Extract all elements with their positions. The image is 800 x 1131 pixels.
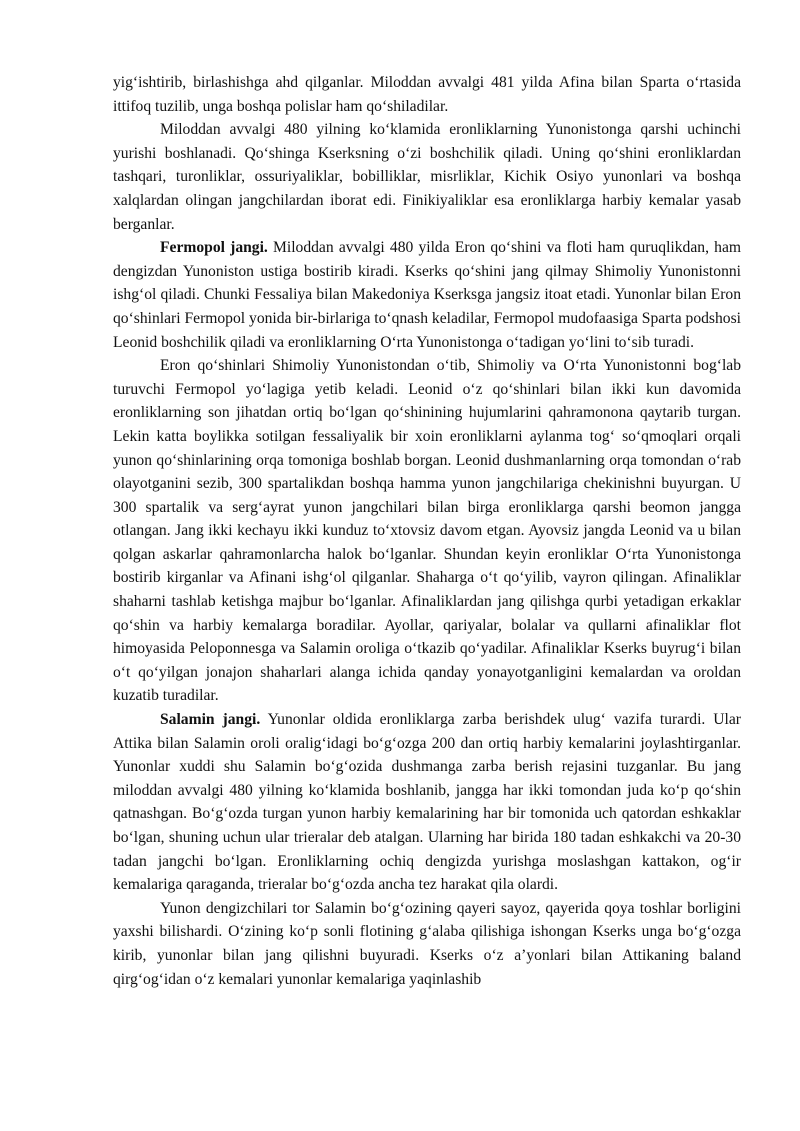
section-heading-salamin: Salamin jangi. <box>160 711 261 729</box>
paragraph-third-campaign <box>113 118 741 236</box>
paragraph-leonid <box>113 354 741 708</box>
paragraph-text: Eron qo‘shinlari Shimoliy Yunonistondan o‘tib, Shimoliy va O‘rta Yunonistonni bog‘lab turuvchi Fermopol yo‘lagiga yetib keladi. Leonid o‘z qo‘shinlari bilan ikki kun davomida eronliklarning son jihatdan ortiq bo‘lgan qo‘shinining hujumlarini qahramonona qaytarib turgan. Lekin katta boylikka sotilgan fessaliyalik bir xoin eronliklarni aylanma tog‘ so‘qmoqlari orqali yunon qo‘shinlarining orqa tomoniga boshlab borgan. Leonid dushmanlarning orqa tomondan o‘rab olayotganini sezib, 300 spartalikdan boshqa hamma yunon jangchilariga chekinishni buyurgan. U 300 spartalik va serg‘ayrat yunon jangchilari bilan birga eronliklarga qarshi beomon jangga otlangan. Jang ikki kechayu ikki kunduz to‘xtovsiz davom etgan. Ayovsiz jangda Leonid va u bilan qolgan askarlar qahramonlarcha halok bo‘lganlar. Shundan keyin eronliklar O‘rta Yunonistonga bostirib kirganlar va Afinani ishg‘ol qilganlar. Shaharga o‘t qo‘yilib, vayron qilingan. Afinaliklar shaharni tashlab ketishga majbur bo‘lganlar. Afinaliklardan jang qilishga qurbi yetadigan erkaklar qo‘shin va harbiy kemalarga boradilar. Ayollar, qariyalar, bolalar va qullarni afinaliklar flot himoyasida Peloponnesga va Salamin oroliga o‘tkazib qo‘yadilar. Afinaliklar Kserks buyrug‘i bilan o‘t qo‘yilgan jonajon shaharlari alanga ichida qanday yonayotganligini kemalardan va oroldan kuzatib turadilar. <box>113 357 741 705</box>
paragraph-text: Yunon dengizchilari tor Salamin bo‘g‘ozining qayeri sayoz, qayerida qoya toshlar borligini yaxshi bilishardi. O‘zining ko‘p sonli flotining g‘alaba qilishiga ishongan Kserks unga bo‘g‘ozga kirib, yunonlar bilan jang qilishni buyuradi. Kserks o‘z a’yonlari bilan Attikaning baland qirg‘og‘idan o‘z kemalari yunonlar kemalariga yaqinlashib <box>113 899 741 988</box>
document-page <box>113 71 741 991</box>
section-heading-fermopol: Fermopol jangi. <box>160 239 268 257</box>
paragraph-greek-sailors <box>113 897 741 991</box>
paragraph-text: Miloddan avvalgi 480 yilda Eron qo‘shini va floti ham quruqlikdan, ham dengizdan Yunoniston ustiga bostirib kiradi. Kserks qo‘shini jang qilmay Shimoliy Yunonistonni ishg‘ol qiladi. Chunki Fessaliya bilan Makedoniya Kserksga jangsiz itoat etadi. Yunonlar bilan Eron qo‘shinlari Fermopol yonida bir-birlariga to‘qnash keladilar, Fermopol mudofaasiga Sparta podshosi Leonid boshchilik qiladi va eronliklarning O‘rta Yunonistonga o‘tadigan yo‘lini to‘sib turadi. <box>113 239 741 351</box>
paragraph-text: yig‘ishtirib, birlashishga ahd qilganlar. Miloddan avvalgi 481 yilda Afina bilan Sparta o‘rtasida ittifoq tuzilib, unga boshqa polislar ham qo‘shiladilar. <box>113 74 741 115</box>
paragraph-continuation <box>113 71 741 118</box>
paragraph-salamin-battle <box>113 708 741 897</box>
paragraph-text: Yunonlar oldida eronliklarga zarba berishdek ulug‘ vazifa turardi. Ular Attika bilan Salamin oroli oralig‘idagi bo‘g‘ozga 200 dan ortiq harbiy kemalarini joylashtirganlar. Yunonlar xuddi shu Salamin bo‘g‘ozida dushmanga zarba berish rejasini tuzganlar. Bu jang miloddan avvalgi 480 yilning ko‘klamida boshlanib, jangga har ikki tomondan juda ko‘p qo‘shin qatnashgan. Bo‘g‘ozda turgan yunon harbiy kemalarining har bir tomonida uch qatordan eshkaklar bo‘lgan, shuning uchun ular trieralar deb atalgan. Ularning har birida 180 tadan eshkakchi va 20-30 tadan jangchi bo‘lgan. Eronliklarning ochiq dengizda yurishga moslashgan kattakon, og‘ir kemalariga qaraganda, trieralar bo‘g‘ozda ancha tez harakat qila olardi. <box>113 711 741 894</box>
paragraph-fermopol-battle <box>113 236 741 354</box>
paragraph-text: Miloddan avvalgi 480 yilning ko‘klamida eronliklarning Yunonistonga qarshi uchinchi yurishi boshlanadi. Qo‘shinga Kserksning o‘zi boshchilik qiladi. Uning qo‘shini eronliklardan tashqari, turonliklar, ossuriyaliklar, bobilliklar, misrliklar, Kichik Osiyo yunonlari va boshqa xalqlardan olingan jangchilardan iborat edi. Finikiyaliklar esa eronliklarga harbiy kemalar yasab berganlar. <box>113 121 741 233</box>
